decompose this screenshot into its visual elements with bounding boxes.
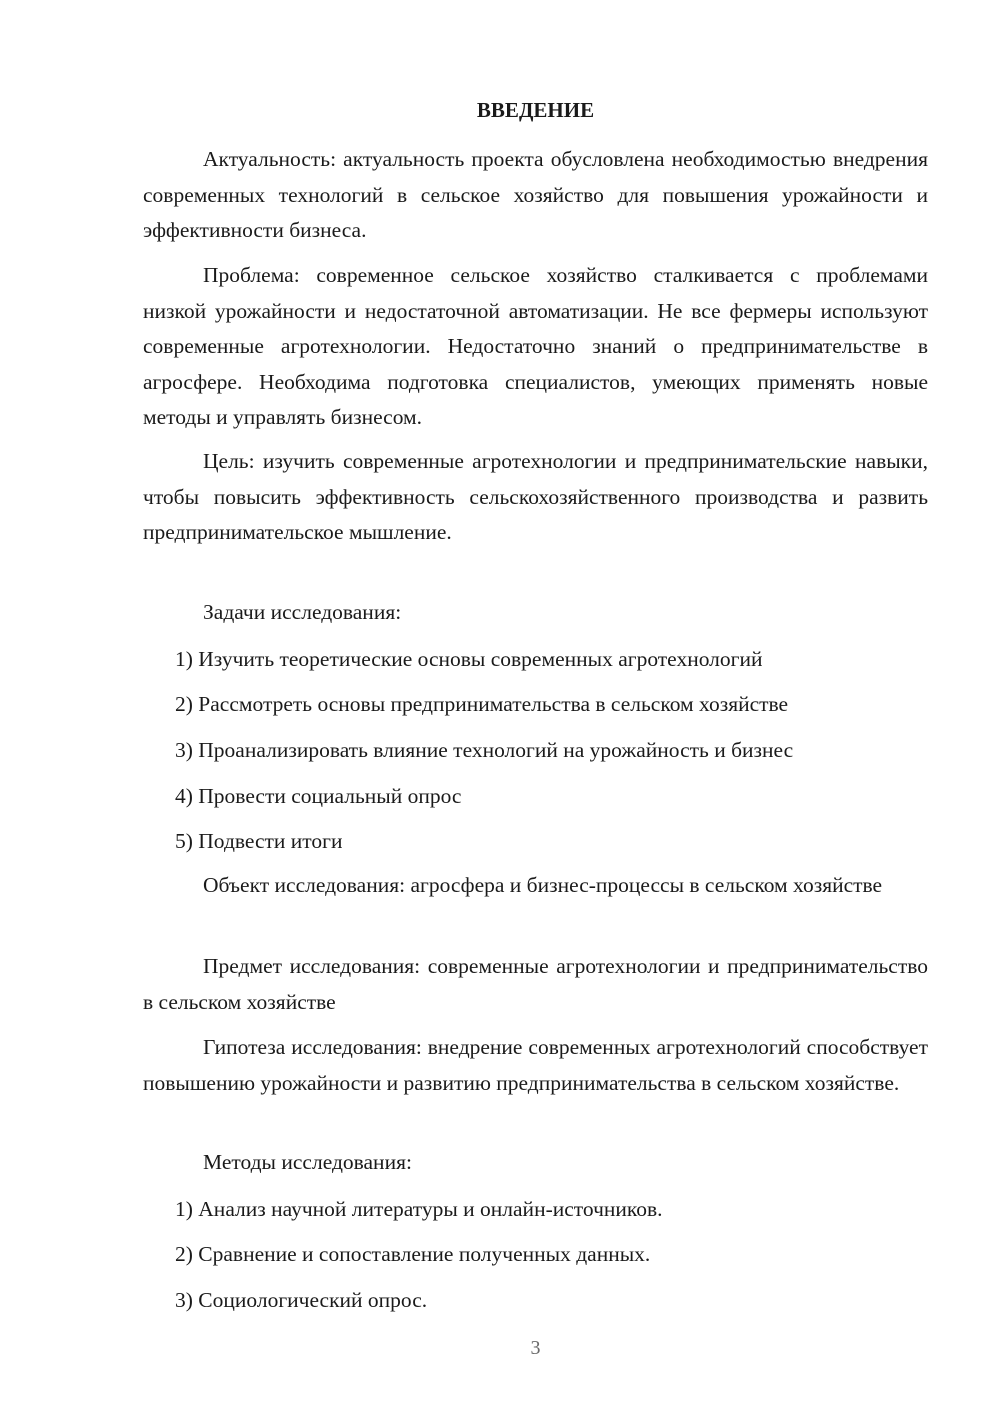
- subject-paragraph: Предмет исследования: современные агротехнологии и предпринимательство в сельском хозяйстве: [143, 954, 928, 1014]
- task-item-2: 2) Рассмотреть основы предпринимательства в сельском хозяйстве: [175, 692, 789, 716]
- tasks-heading: Задачи исследования:: [203, 600, 402, 624]
- problem-paragraph: Проблема: современное сельское хозяйство сталкивается с проблемами низкой урожайности и недостаточной автоматизации. Не все фермеры используют современные агротехнологии. Недостаточно знаний о предпринимательстве в агросфере. Необходима подготовка специалистов, умеющих применять новые методы и управлять бизнесом.: [143, 263, 928, 429]
- object-paragraph: Объект исследования: агросфера и бизнес-процессы в сельском хозяйстве: [203, 873, 883, 897]
- page-number: 3: [530, 1337, 541, 1359]
- method-item-1: 1) Анализ научной литературы и онлайн-источников.: [175, 1197, 663, 1221]
- task-item-4: 4) Провести социальный опрос: [175, 784, 462, 808]
- relevance-paragraph: Актуальность: актуальность проекта обусловлена необходимостью внедрения современных технологий в сельское хозяйство для повышения урожайности и эффективности бизнеса.: [143, 147, 928, 242]
- methods-heading: Методы исследования:: [203, 1150, 412, 1174]
- method-item-2: 2) Сравнение и сопоставление полученных данных.: [175, 1242, 651, 1266]
- task-item-3: 3) Проанализировать влияние технологий на урожайность и бизнес: [175, 738, 794, 762]
- method-item-3: 3) Социологический опрос.: [175, 1288, 428, 1312]
- goal-paragraph: Цель: изучить современные агротехнологии и предпринимательские навыки, чтобы повысить эффективность сельскохозяйственного производства и развить предпринимательское мышление.: [143, 449, 928, 544]
- task-item-5: 5) Подвести итоги: [175, 829, 343, 853]
- hypothesis-paragraph: Гипотеза исследования: внедрение современных агротехнологий способствует повышению урожайности и развитию предпринимательства в сельском хозяйстве.: [143, 1035, 928, 1095]
- task-item-1: 1) Изучить теоретические основы современных агротехнологий: [175, 647, 763, 671]
- page-title: ВВЕДЕНИЕ: [476, 98, 595, 122]
